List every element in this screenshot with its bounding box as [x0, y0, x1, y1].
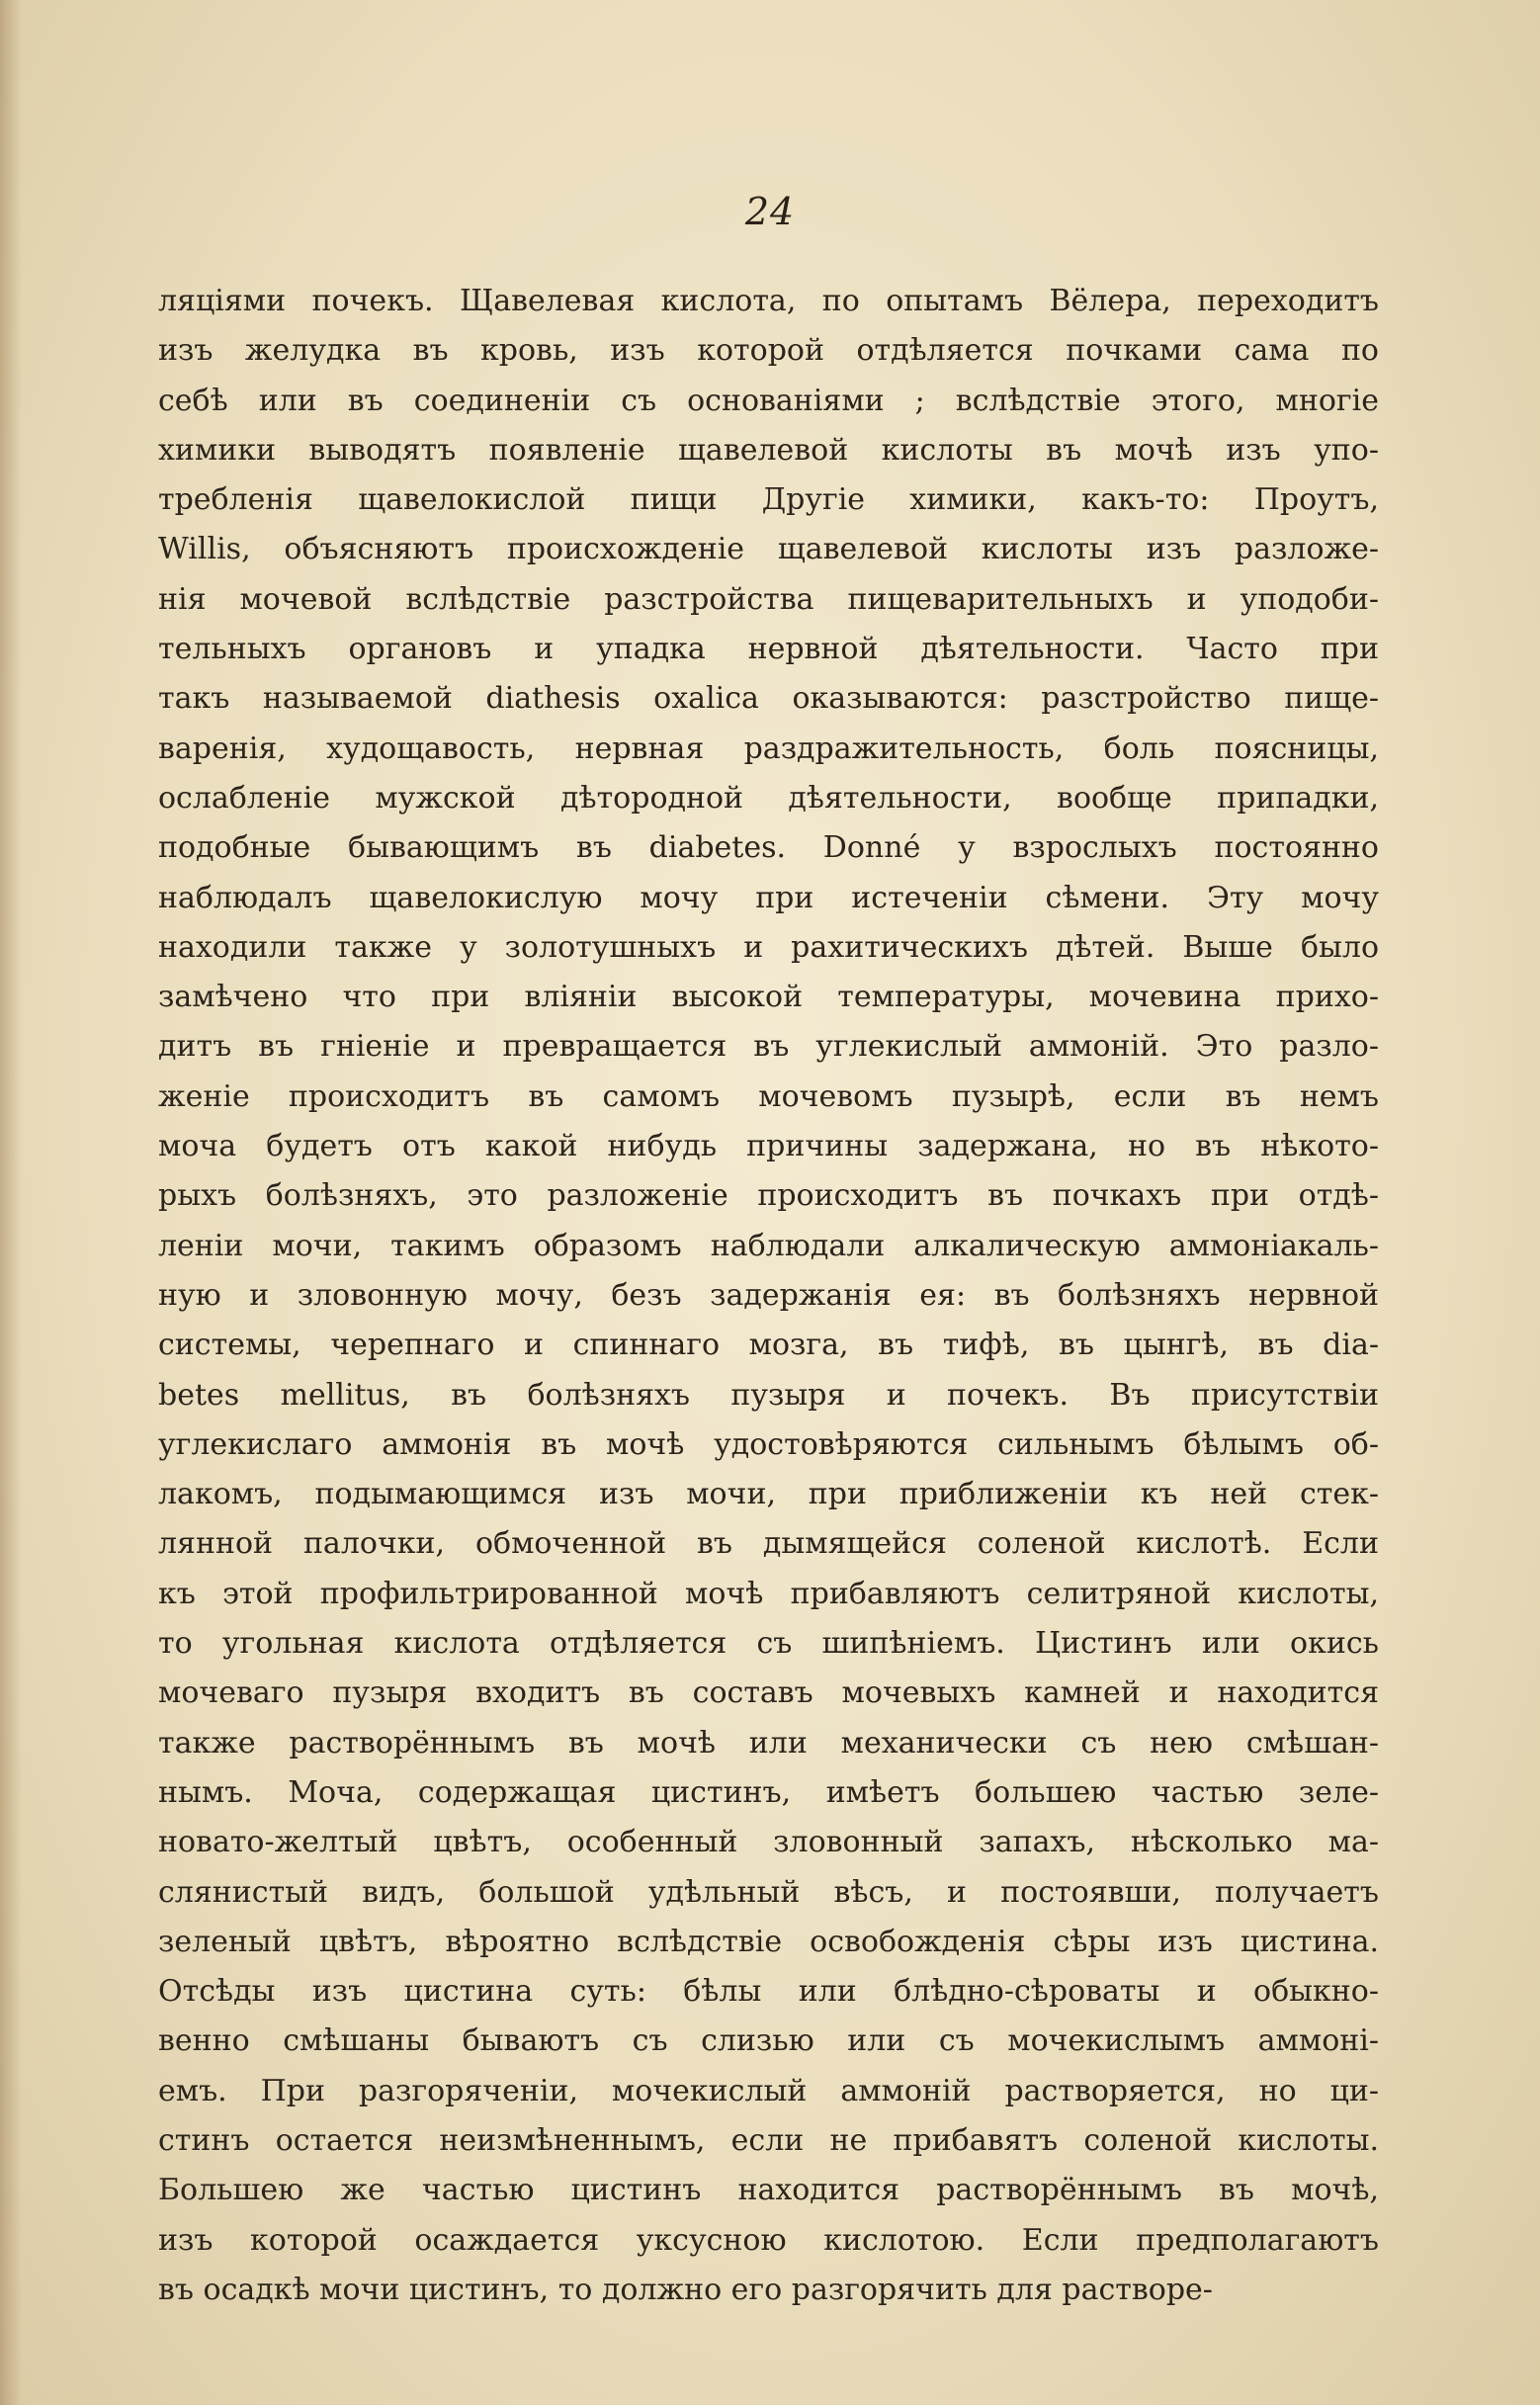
text-line: въ осадкѣ мочи цистинъ, то должно его разгорячить для растворе-: [158, 2272, 1213, 2307]
text-line: требленія щавелокислой пищи Другіе химики, какъ-то: Проутъ,: [158, 482, 1379, 518]
text-line: углекислаго аммонія въ мочѣ удостовѣряются сильнымъ бѣлымъ об-: [158, 1426, 1379, 1462]
text-line: замѣчено что при вліяніи высокой температуры, мочевина прихо-: [158, 980, 1379, 1015]
text-line: находили также у золотушныхъ и рахитическихъ дѣтей. Выше было: [158, 929, 1379, 965]
text-line: подобные бывающимъ въ diabetes. Donné у взрослыхъ постоянно: [158, 830, 1379, 866]
text-line: ляціями почекъ. Щавелевая кислота, по опытамъ Вёлера, переходитъ: [158, 284, 1379, 318]
text-line: стинъ остается неизмѣненнымъ, если не прибавятъ соленой кислоты.: [158, 2122, 1379, 2158]
text-line: изъ которой осаждается уксусною кислотою. Если предполагаютъ: [158, 2222, 1379, 2258]
text-line: лакомъ, подымающимся изъ мочи, при приближеніи къ ней стек-: [158, 1477, 1379, 1512]
text-line: рыхъ болѣзняхъ, это разложеніе происходитъ въ почкахъ при отдѣ-: [158, 1178, 1379, 1214]
page-number: 24: [744, 190, 796, 233]
text-line: ослабленіе мужской дѣтородной дѣятельности, вообще припадки,: [158, 780, 1379, 816]
text-line: нія мочевой вслѣдствіе разстройства пищеварительныхъ и уподоби-: [158, 581, 1379, 617]
text-line: венно смѣшаны бываютъ съ слизью или съ мочекислымъ аммоні-: [158, 2023, 1379, 2059]
text-line: изъ желудка въ кровь, изъ которой отдѣляется почками сама по: [158, 333, 1379, 369]
text-line: варенія, худощавость, нервная раздражительность, боль поясницы,: [158, 730, 1379, 766]
text-line: женіе происходитъ въ самомъ мочевомъ пузырѣ, если въ немъ: [158, 1078, 1379, 1114]
text-line: моча будетъ отъ какой нибудь причины задержана, но въ нѣкото-: [158, 1129, 1379, 1164]
text-line: системы, черепнаго и спиннаго мозга, въ тифѣ, въ цынгѣ, въ dia-: [158, 1328, 1379, 1363]
text-line: Willis, объясняютъ происхожденіе щавелевой кислоты изъ разложе-: [158, 532, 1379, 567]
text-line: химики выводятъ появленіе щавелевой кислоты въ мочѣ изъ упо-: [158, 432, 1379, 468]
text-line: нымъ. Моча, содержащая цистинъ, имѣетъ большею частью зеле-: [158, 1774, 1379, 1810]
text-line: мочеваго пузыря входитъ въ составъ мочевыхъ камней и находится: [158, 1675, 1379, 1711]
text-line: слянистый видъ, большой удѣльный вѣсъ, и постоявши, получаетъ: [158, 1874, 1379, 1910]
text-line: betes mellitus, въ болѣзняхъ пузыря и почекъ. Въ присутствіи: [158, 1377, 1379, 1413]
text-line: тельныхъ органовъ и упадка нервной дѣятельности. Часто при: [158, 632, 1379, 667]
text-line: къ этой профильтрированной мочѣ прибавляютъ селитряной кислоты,: [158, 1576, 1379, 1611]
page-binding-edge: [0, 0, 22, 2405]
text-line: такъ называемой diathesis oxalica оказываются: разстройство пище-: [158, 681, 1379, 717]
text-line: Отсѣды изъ цистина суть: бѣлы или блѣдно-сѣроваты и обыкно-: [158, 1974, 1379, 2010]
text-line: емъ. При разгоряченіи, мочекислый аммоній растворяется, но ци-: [158, 2073, 1379, 2108]
text-line: ную и зловонную мочу, безъ задержанія ея: въ болѣзняхъ нервной: [158, 1277, 1379, 1313]
body-text: [158, 277, 1379, 2315]
text-line: также растворённымъ въ мочѣ или механически съ нею смѣшан-: [158, 1725, 1379, 1761]
text-line: зеленый цвѣтъ, вѣроятно вслѣдствіе освобожденія сѣры изъ цистина.: [158, 1924, 1379, 1959]
text-line: себѣ или въ соединеніи съ основаніями ; вслѣдствіе этого, многіе: [158, 383, 1379, 418]
text-line: Большею же частью цистинъ находится растворённымъ въ мочѣ,: [158, 2173, 1379, 2208]
text-line: то угольная кислота отдѣляется съ шипѣніемъ. Цистинъ или окись: [158, 1626, 1379, 1662]
text-line: новато-желтый цвѣтъ, особенный зловонный запахъ, нѣсколько ма-: [158, 1825, 1379, 1860]
text-line: лянной палочки, обмоченной въ дымящейся соленой кислотѣ. Если: [158, 1526, 1379, 1562]
text-line: наблюдалъ щавелокислую мочу при истеченіи сѣмени. Эту мочу: [158, 880, 1379, 915]
text-line: леніи мочи, такимъ образомъ наблюдали алкалическую аммоніакаль-: [158, 1228, 1379, 1263]
text-line: дитъ въ гніеніе и превращается въ углекислый аммоній. Это разло-: [158, 1029, 1379, 1065]
